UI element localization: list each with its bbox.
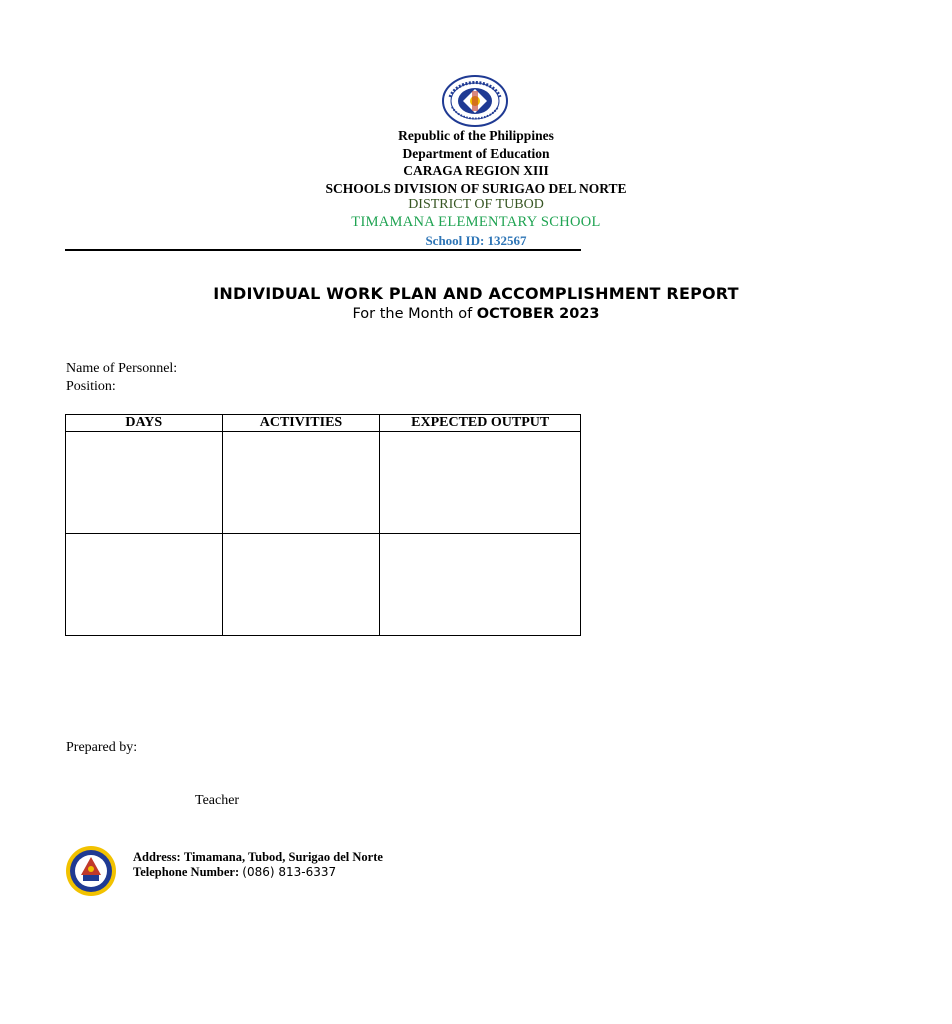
address-line bbox=[133, 850, 383, 865]
district-line: DISTRICT OF TUBOD bbox=[408, 197, 544, 212]
school-name: TIMAMANA ELEMENTARY SCHOOL bbox=[351, 214, 601, 230]
school-seal-icon bbox=[65, 845, 117, 897]
table-cell-expected-output[interactable] bbox=[380, 432, 581, 534]
school-id: School ID: 132567 bbox=[425, 233, 527, 248]
table-cell-activities[interactable] bbox=[222, 534, 380, 636]
header-divider bbox=[65, 249, 581, 251]
address-block bbox=[133, 850, 383, 880]
prepared-by-label: Prepared by: bbox=[66, 740, 138, 755]
table-header-row bbox=[66, 415, 581, 432]
telephone-label: Telephone Number: bbox=[133, 865, 240, 879]
document-subtitle bbox=[0, 306, 952, 322]
address-label: Address: bbox=[133, 850, 181, 864]
division-line: SCHOOLS DIVISION OF SURIGAO DEL NORTE bbox=[325, 181, 627, 196]
table-row bbox=[66, 534, 581, 636]
region-line: CARAGA REGION XIII bbox=[403, 163, 549, 178]
table-cell-days[interactable] bbox=[66, 432, 223, 534]
address-value: Timamana, Tubod, Surigao del Norte bbox=[183, 850, 383, 864]
telephone-value: (086) 813-6337 bbox=[242, 865, 337, 879]
subtitle-month: OCTOBER 2023 bbox=[476, 306, 600, 322]
telephone-line bbox=[133, 865, 383, 880]
header-expected-output: EXPECTED OUTPUT bbox=[380, 415, 581, 432]
deped-seal-icon bbox=[442, 75, 508, 127]
header-activities: ACTIVITIES bbox=[222, 415, 380, 432]
name-of-personnel-label: Name of Personnel: bbox=[66, 361, 178, 376]
table-cell-days[interactable] bbox=[66, 534, 223, 636]
subtitle-prefix: For the Month of bbox=[352, 306, 477, 322]
table-cell-expected-output[interactable] bbox=[380, 534, 581, 636]
republic-line: Republic of the Philippines bbox=[398, 128, 554, 143]
header-days: DAYS bbox=[66, 415, 223, 432]
table-row bbox=[66, 432, 581, 534]
department-line: Department of Education bbox=[402, 146, 550, 161]
work-plan-table bbox=[65, 414, 581, 636]
table-cell-activities[interactable] bbox=[222, 432, 380, 534]
position-label: Position: bbox=[66, 379, 116, 394]
signatory-role: Teacher bbox=[195, 793, 240, 808]
document-title: INDIVIDUAL WORK PLAN AND ACCOMPLISHMENT REPORT bbox=[213, 284, 739, 303]
